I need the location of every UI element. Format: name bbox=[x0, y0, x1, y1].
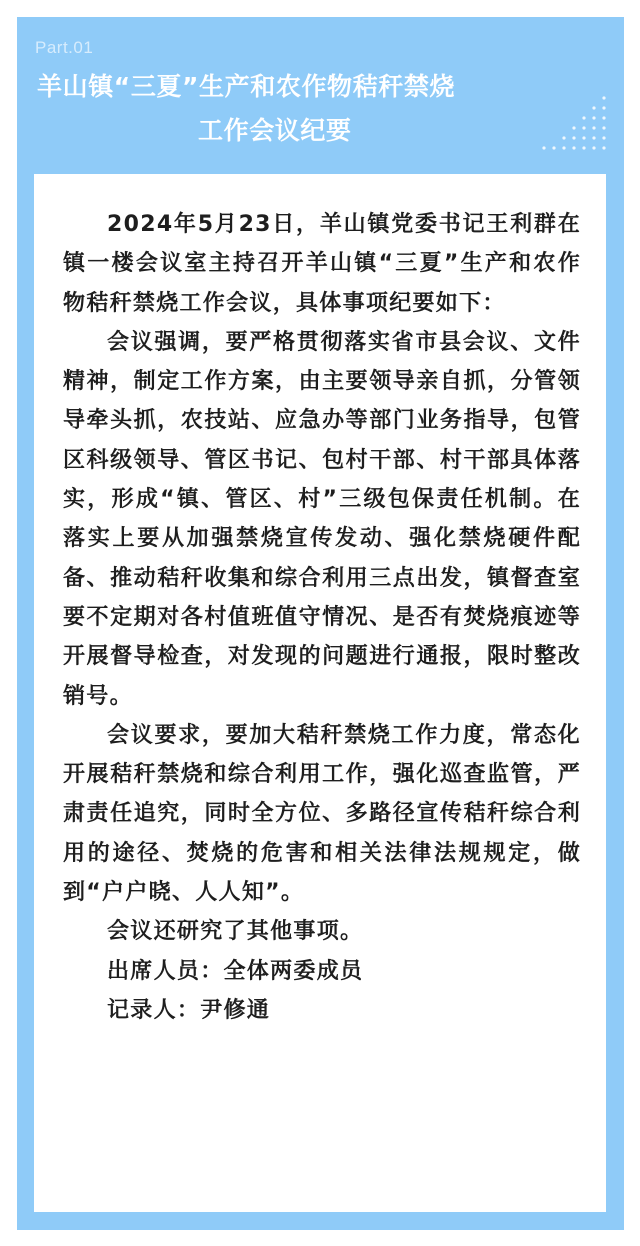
title-line-1: 羊山镇“三夏”生产和农作物秸秆禁烧 bbox=[37, 72, 456, 101]
meeting-minutes-body bbox=[63, 205, 581, 1030]
paragraph-other-matters: 会议还研究了其他事项。 bbox=[107, 919, 364, 945]
attendees-line: 出席人员：全体两委成员 bbox=[107, 958, 364, 984]
paragraph-requirements: 会议要求，要加大秸秆禁烧工作力度，常态化开展秸秆禁烧和综合利用工作，强化巡查监管，严肃责任追究，同时全方位、多路径宣传秸秆综合利用的途径、焚烧的危害和相关法律法规规定，做到“户户晓、人人知”。 bbox=[63, 722, 581, 906]
part-label: Part.01 bbox=[35, 38, 94, 57]
paragraph-intro: 2024年5月23日，羊山镇党委书记王利群在镇一楼会议室主持召开羊山镇“三夏”生产和农作物秸秆禁烧工作会议，具体事项纪要如下： bbox=[63, 212, 581, 316]
title-line-2: 工作会议纪要 bbox=[198, 116, 352, 145]
recorder-line: 记录人：尹修通 bbox=[107, 997, 271, 1023]
decorative-dots-icon bbox=[540, 94, 610, 158]
paragraph-emphasis: 会议强调，要严格贯彻落实省市县会议、文件精神，制定工作方案，由主要领导亲自抓，分管领导牵头抓，农技站、应急办等部门业务指导，包管区科级领导、管区书记、包村干部、村干部具体落实，形成“镇、管区、村”三级包保责任机制。在落实上要从加强禁烧宣传发动、强化禁烧硬件配备、推动秸秆收集和综合利用三点出发，镇督查室要不定期对各村值班值守情况、是否有焚烧痕迹等开展督导检查，对发现的问题进行通报，限时整改销号。 bbox=[63, 329, 581, 709]
